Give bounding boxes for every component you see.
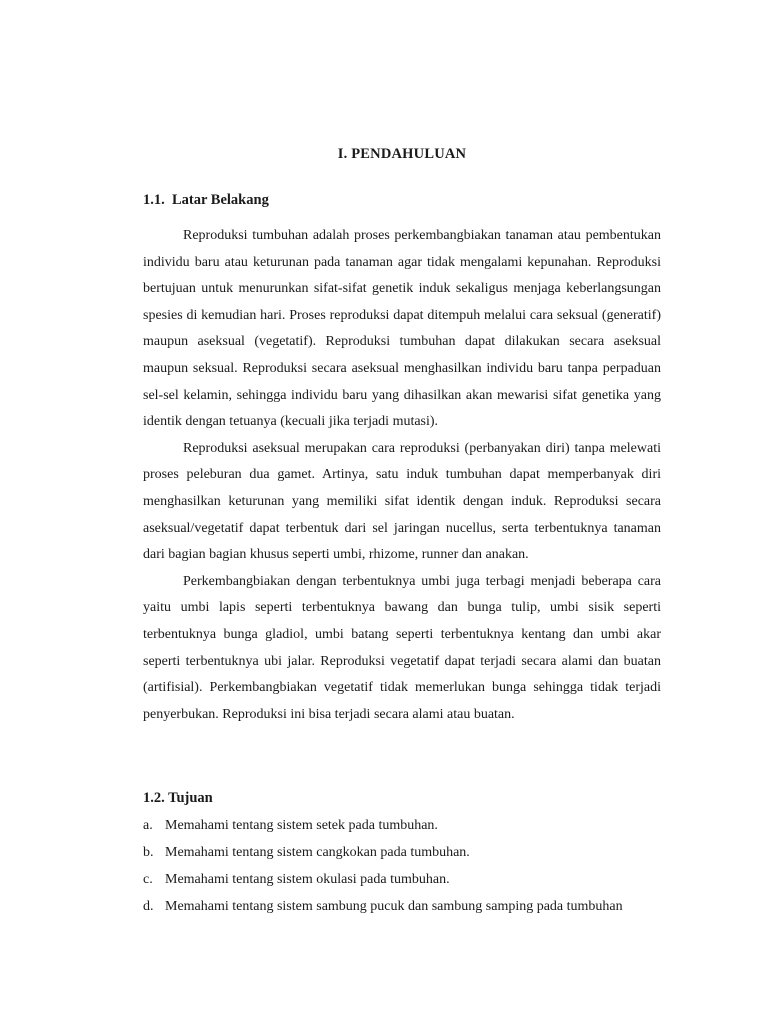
- section-heading-tujuan: 1.2. Tujuan: [143, 790, 213, 806]
- list-marker: b.: [143, 845, 154, 860]
- paragraph: Reproduksi tumbuhan adalah proses perkembangbiakan tanaman atau pembentukan individu baru atau keturunan pada tanaman agar tidak mengalami kepunahan. Reproduksi bertujuan untuk menurunkan sifat-sifat genetik induk sekaligus menjaga keberlangsungan spesies di kemudian hari. Proses reproduksi dapat ditempuh melalui cara seksual (generatif) maupun aseksual (vegetatif). Reproduksi tumbuhan dapat dilakukan secara aseksual maupun seksual. Reproduksi secara aseksual menghasilkan individu baru tanpa perpaduan sel-sel kelamin, sehingga individu baru yang dihasilkan akan mewarisi sifat genetika yang identik dengan tetuanya (kecuali jika terjadi mutasi).: [143, 228, 661, 430]
- list-item: [143, 893, 673, 920]
- paragraph: Reproduksi aseksual merupakan cara reproduksi (perbanyakan diri) tanpa melewati proses peleburan dua gamet. Artinya, satu induk tumbuhan dapat memperbanyak diri menghasilkan keturunan yang memiliki sifat identik dengan induk. Reproduksi secara aseksual/vegetatif dapat terbentuk dari sel jaringan nucellus, serta terbentuknya tanaman dari bagian bagian khusus seperti umbi, rhizome, runner dan anakan.: [143, 440, 661, 563]
- paragraph: Perkembangbiakan dengan terbentuknya umbi juga terbagi menjadi beberapa cara yaitu umbi lapis seperti terbentuknya bawang dan bunga tulip, umbi sisik seperti terbentuknya bunga gladiol, umbi batang seperti terbentuknya kentang dan umbi akar seperti terbentuknya ubi jalar. Reproduksi vegetatif dapat terjadi secara alami dan buatan (artifisial). Perkembangbiakan vegetatif tidak memerlukan bunga sehingga tidak terjadi penyerbukan. Reproduksi ini bisa terjadi secara alami atau buatan.: [143, 573, 661, 722]
- list-marker: d.: [143, 899, 154, 914]
- latar-belakang-body: [143, 223, 661, 728]
- section-heading-latar-belakang: 1.1. Latar Belakang: [143, 192, 269, 208]
- list-item: [143, 839, 673, 866]
- list-item: [143, 866, 673, 893]
- list-item-text: Memahami tentang sistem setek pada tumbuhan.: [165, 818, 438, 833]
- list-marker: c.: [143, 872, 153, 887]
- list-item-text: Memahami tentang sistem okulasi pada tumbuhan.: [165, 872, 450, 887]
- chapter-title: I. PENDAHULUAN: [337, 146, 467, 162]
- list-marker: a.: [143, 818, 153, 833]
- list-item-text: Memahami tentang sistem sambung pucuk dan sambung samping pada tumbuhan: [165, 899, 623, 914]
- list-item-text: Memahami tentang sistem cangkokan pada tumbuhan.: [165, 845, 470, 860]
- list-item: [143, 812, 673, 839]
- objectives-list: [143, 812, 673, 920]
